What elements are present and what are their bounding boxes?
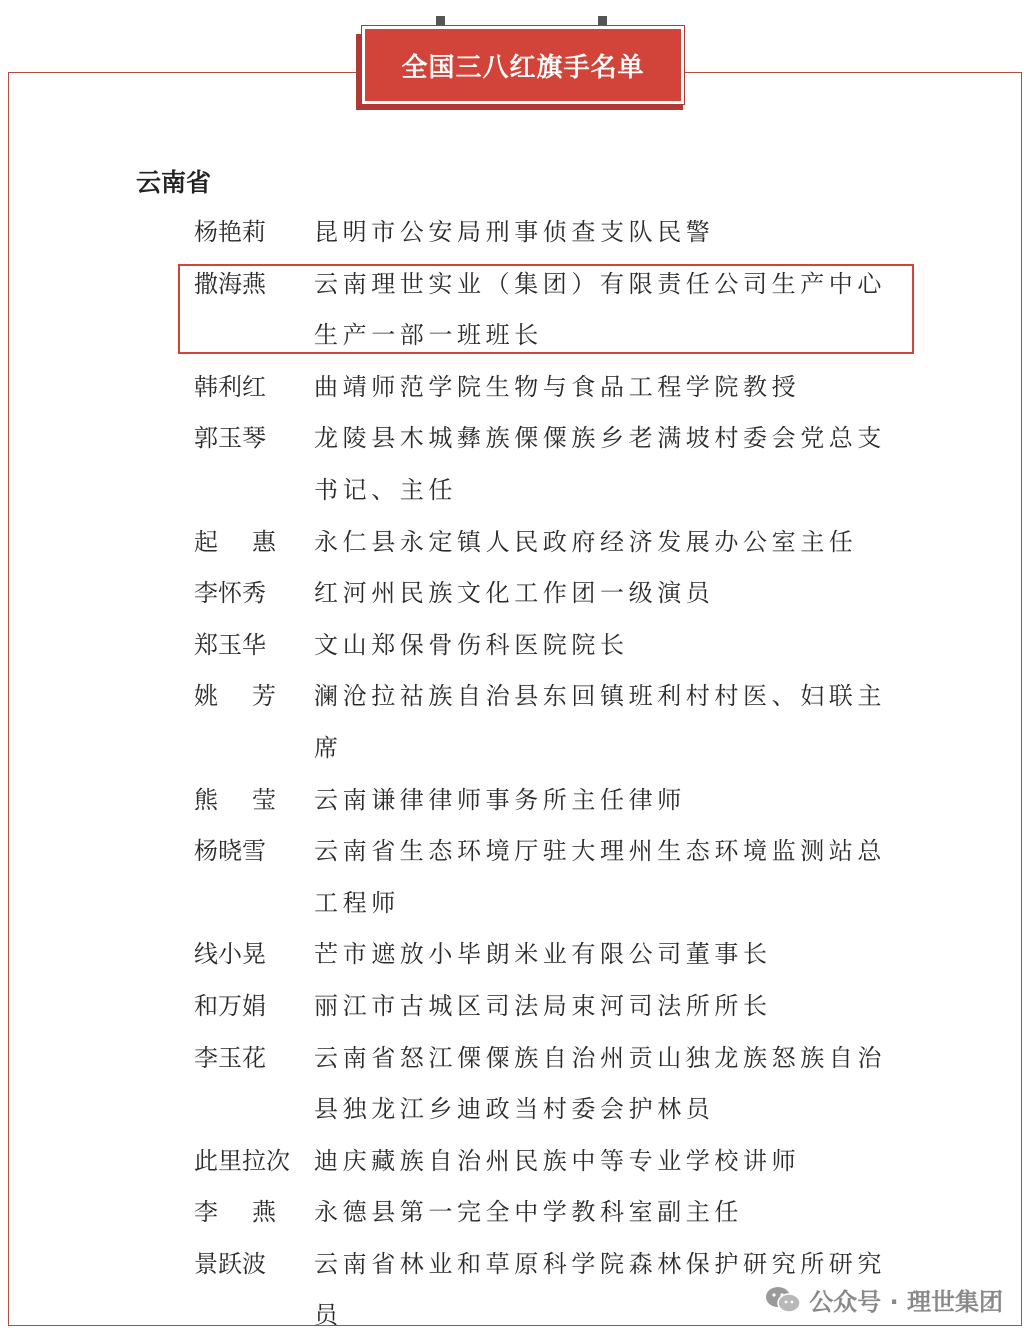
honoree-title: 芒市遮放小毕朗米业有限公司董事长 <box>314 940 772 969</box>
honoree-name: 线小晃 <box>194 940 266 969</box>
list-item <box>0 671 1035 774</box>
honoree-title: 云南省林业和草原科学院森林保护研究所研究员 <box>314 1249 886 1330</box>
honoree-name: 起惠 <box>194 527 310 556</box>
watermark <box>765 1282 1003 1317</box>
list-item <box>0 826 1035 929</box>
title-banner <box>362 26 684 104</box>
honoree-title: 云南省怒江傈僳族自治州贡山独龙族怒族自治县独龙江乡迪政当村委会护林员 <box>314 1043 886 1124</box>
highlight-box <box>178 264 914 354</box>
page-title: 全国三八红旗手名单 <box>401 52 645 83</box>
province-heading: 云南省 <box>136 168 212 197</box>
honoree-name: 和万娟 <box>194 991 266 1020</box>
honoree-list <box>0 207 1035 1341</box>
honoree-name: 景跃波 <box>194 1249 266 1278</box>
honoree-title: 文山郑保骨伤科医院院长 <box>314 630 629 659</box>
honoree-title: 云南省生态环境厅驻大理州生态环境监测站总工程师 <box>314 837 886 917</box>
honoree-title: 云南理世实业（集团）有限责任公司生产中心生产一部一班班长 <box>314 269 886 350</box>
honoree-title: 红河州民族文化工作团一级演员 <box>314 579 715 608</box>
honoree-name: 郑玉华 <box>194 630 266 659</box>
list-item <box>0 929 1035 981</box>
honoree-name: 李玉花 <box>194 1043 266 1072</box>
list-item <box>0 1187 1035 1239</box>
honoree-name: 李怀秀 <box>194 579 266 608</box>
list-item <box>0 620 1035 672</box>
honoree-title: 昆明市公安局刑事侦查支队民警 <box>314 218 715 246</box>
honoree-title: 龙陵县木城彝族傈僳族乡老满坡村委会党总支书记、主任 <box>314 424 886 504</box>
honoree-name: 撒海燕 <box>194 269 266 298</box>
list-item <box>0 775 1035 827</box>
list-item <box>0 1136 1035 1188</box>
honoree-name: 郭玉琴 <box>194 424 266 453</box>
honoree-name: 此里拉次 <box>194 1146 290 1175</box>
list-item <box>0 413 1035 516</box>
honoree-title: 永德县第一完全中学教科室副主任 <box>314 1198 743 1227</box>
honoree-title: 迪庆藏族自治州民族中等专业学校讲师 <box>314 1146 801 1175</box>
honoree-title: 云南谦律律师事务所主任律师 <box>314 785 686 814</box>
wechat-icon <box>765 1285 801 1315</box>
honoree-name: 李燕 <box>194 1198 310 1227</box>
honoree-title: 澜沧拉祜族自治县东回镇班利村村医、妇联主席 <box>314 682 886 762</box>
honoree-title: 曲靖师范学院生物与食品工程学院教授 <box>314 372 801 401</box>
honoree-name: 姚芳 <box>194 682 310 711</box>
list-item <box>0 517 1035 569</box>
list-item <box>0 362 1035 414</box>
honoree-title: 永仁县永定镇人民政府经济发展办公室主任 <box>314 527 858 556</box>
watermark-text: 公众号 · 理世集团 <box>809 1288 1003 1316</box>
list-item <box>0 1033 1035 1136</box>
list-item <box>0 207 1035 259</box>
honoree-name: 熊莹 <box>194 785 310 814</box>
honoree-title: 丽江市古城区司法局束河司法所所长 <box>314 991 772 1020</box>
list-item <box>0 568 1035 620</box>
honoree-name: 杨艳莉 <box>194 218 266 246</box>
honoree-name: 杨晓雪 <box>194 837 266 866</box>
honoree-name: 韩利红 <box>194 372 266 401</box>
list-item <box>0 981 1035 1033</box>
